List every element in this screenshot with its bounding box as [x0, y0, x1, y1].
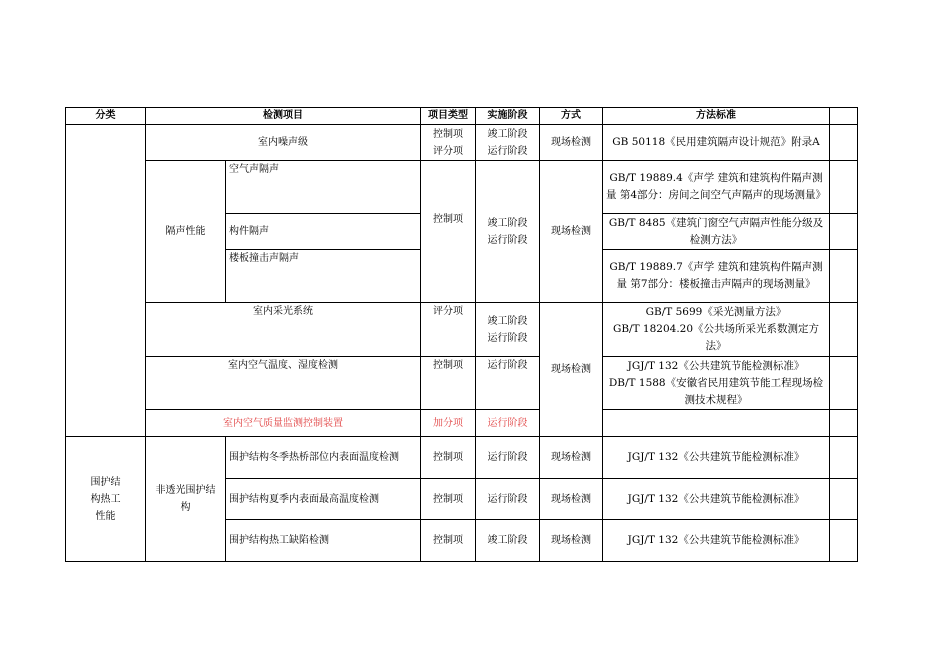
standard-cell: [603, 303, 830, 357]
category-cell: [66, 437, 146, 562]
header-standard: 方法标准: [603, 108, 830, 125]
type-cell: [421, 125, 476, 161]
stage-cell: [476, 161, 540, 303]
subcategory-line: 非透光围护结: [155, 485, 216, 496]
stage-cell: 运行阶段: [476, 357, 540, 410]
type-cell: 控制项: [421, 161, 476, 303]
stage-line: 竣工阶段: [487, 217, 528, 229]
method-cell: 现场检测: [540, 520, 603, 562]
standard-cell: [603, 410, 830, 437]
method-cell: 现场检测: [540, 161, 603, 303]
extra-cell: [830, 214, 858, 250]
method-cell: 现场检测: [540, 479, 603, 520]
stage-cell: [476, 303, 540, 357]
item-cell: 围护结构冬季热桥部位内表面温度检测: [226, 437, 421, 479]
table-row: [66, 125, 858, 161]
standard-cell: [603, 357, 830, 410]
stage-cell: 竣工阶段: [476, 520, 540, 562]
method-cell: 现场检测: [540, 303, 603, 437]
inspection-table: [65, 107, 858, 562]
type-line: 控制项: [433, 128, 463, 140]
stage-cell: 运行阶段: [476, 410, 540, 437]
extra-cell: [830, 161, 858, 214]
table-row: [66, 161, 858, 214]
header-extra: [830, 108, 858, 125]
table-row: [66, 303, 858, 357]
standard-cell: GB/T 19889.4《声学 建筑和建筑构件隔声测量 第4部分：房间之间空气声隔声的现场测量》: [603, 161, 830, 214]
standard-cell: GB 50118《民用建筑隔声设计规范》附录A: [603, 125, 830, 161]
standard-cell: JGJ/T 132《公共建筑节能检测标准》: [603, 437, 830, 479]
stage-cell: 运行阶段: [476, 479, 540, 520]
stage-line: 竣工阶段: [487, 128, 528, 140]
extra-cell: [830, 250, 858, 303]
extra-cell: [830, 357, 858, 410]
standard-line: GB/T 18204.20《公共场所采光系数测定方法》: [612, 323, 820, 352]
stage-line: 竣工阶段: [487, 315, 528, 327]
type-cell: 评分项: [421, 303, 476, 357]
standard-line: DB/T 1588《安徽省民用建筑节能工程现场检测技术规程》: [608, 376, 824, 406]
item-cell: 构件隔声: [226, 214, 421, 250]
extra-cell: [830, 410, 858, 437]
type-cell: 控制项: [421, 357, 476, 410]
header-category: 分类: [66, 108, 146, 125]
category-line: 性能: [95, 510, 116, 522]
category-line: 构热工: [90, 493, 121, 505]
item-cell: 楼板撞击声隔声: [226, 250, 421, 303]
header-stage: 实施阶段: [476, 108, 540, 125]
header-type: 项目类型: [421, 108, 476, 125]
stage-line: 运行阶段: [487, 332, 528, 344]
header-method: 方式: [540, 108, 603, 125]
standard-cell: GB/T 8485《建筑门窗空气声隔声性能分级及检测方法》: [603, 214, 830, 250]
type-cell: 控制项: [421, 520, 476, 562]
stage-line: 运行阶段: [487, 145, 528, 157]
standard-line: JGJ/T 132《公共建筑节能检测标准》: [627, 359, 805, 372]
method-cell: 现场检测: [540, 125, 603, 161]
standard-cell: JGJ/T 132《公共建筑节能检测标准》: [603, 479, 830, 520]
extra-cell: [830, 437, 858, 479]
item-cell: 室内噪声级: [146, 125, 421, 161]
header-row: [66, 108, 858, 125]
type-cell: 控制项: [421, 479, 476, 520]
table-row: [66, 437, 858, 479]
subcategory-cell: [146, 437, 226, 562]
item-cell: 空气声隔声: [226, 161, 421, 214]
extra-cell: [830, 125, 858, 161]
standard-line: GB/T 5699《采光测量方法》: [645, 306, 787, 318]
item-cell: 围护结构热工缺陷检测: [226, 520, 421, 562]
extra-cell: [830, 479, 858, 520]
item-cell: 室内空气质量监测控制装置: [146, 410, 421, 437]
item-cell: 室内空气温度、湿度检测: [146, 357, 421, 410]
type-cell: 控制项: [421, 437, 476, 479]
category-cell-empty: [66, 125, 146, 437]
table-row: [66, 357, 858, 410]
stage-line: 运行阶段: [487, 234, 528, 246]
table-row: [66, 410, 858, 437]
standard-cell: JGJ/T 132《公共建筑节能检测标准》: [603, 520, 830, 562]
type-line: 评分项: [433, 145, 463, 157]
category-line: 围护结: [90, 476, 121, 488]
stage-cell: [476, 125, 540, 161]
type-cell: 加分项: [421, 410, 476, 437]
header-item: 检测项目: [146, 108, 421, 125]
stage-cell: 运行阶段: [476, 437, 540, 479]
item-cell: 室内采光系统: [146, 303, 421, 357]
extra-cell: [830, 520, 858, 562]
item-cell: 围护结构夏季内表面最高温度检测: [226, 479, 421, 520]
subcategory-line: 构: [180, 502, 191, 513]
method-cell: 现场检测: [540, 437, 603, 479]
extra-cell: [830, 303, 858, 357]
standard-cell: GB/T 19889.7《声学 建筑和建筑构件隔声测量 第7部分：楼板撞击声隔声的现场测量》: [603, 250, 830, 303]
subcategory-cell: 隔声性能: [146, 161, 226, 303]
